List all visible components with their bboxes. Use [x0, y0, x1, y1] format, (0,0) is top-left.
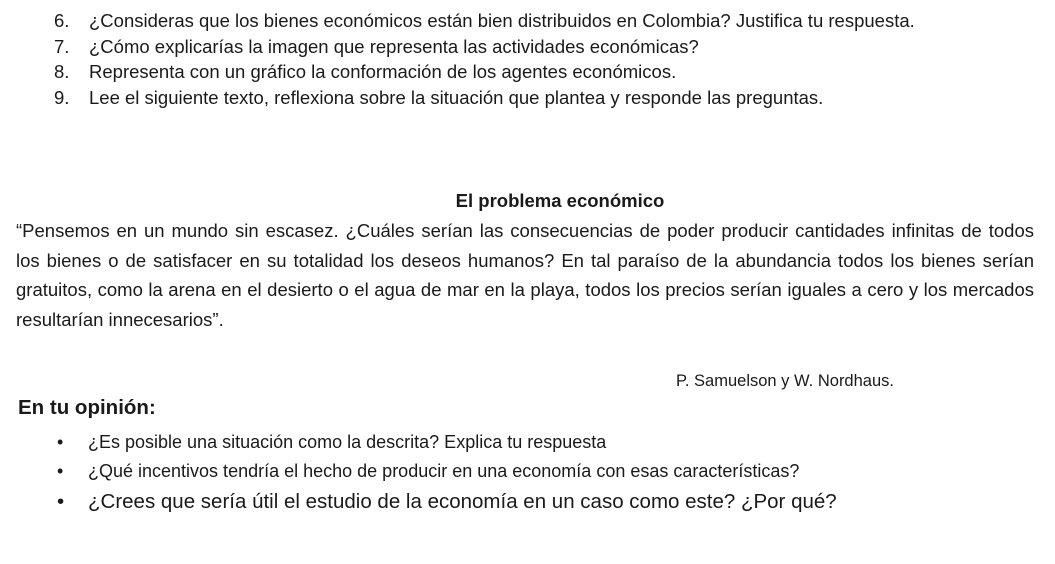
list-item-text: ¿Consideras que los bienes económicos están bien distribuidos en Colombia? Justifica tu respuesta.: [89, 10, 915, 31]
bullet-icon: •: [57, 461, 64, 481]
list-item-text: ¿Cómo explicarías la imagen que representa las actividades económicas?: [89, 35, 699, 57]
list-number: 6.: [54, 10, 70, 31]
list-item-text: Lee el siguiente texto, reflexiona sobre la situación que plantea y responde las preguntas.: [89, 86, 824, 108]
list-number: 8.: [54, 61, 70, 82]
essay-title: El problema económico: [455, 190, 665, 211]
list-number: 7.: [54, 35, 70, 57]
quote-attribution: P. Samuelson y W. Nordhaus.: [676, 372, 894, 390]
list-item: [0, 85, 1055, 111]
list-item-text: Representa con un gráfico la conformación de los agentes económicos.: [89, 61, 677, 82]
opinion-question-text: ¿Qué incentivos tendría el hecho de producir en una economía con esas características?: [88, 461, 800, 481]
bullet-icon: •: [57, 432, 64, 452]
essay-quote-paragraph: “Pensemos en un mundo sin escasez. ¿Cuáles serían las consecuencias de poder producir cantidades infinitas de todos los bienes o de satisfacer en su totalidad los deseos humanos? En tal paraíso de la abundancia todos los bienes serían gratuitos, como la arena en el desierto o el agua de mar en la playa, todos los precios serían iguales a cero y los mercados resultarían innecesarios”.: [16, 220, 1034, 330]
opinion-question-text: ¿Es posible una situación como la descrita? Explica tu respuesta: [88, 432, 607, 452]
list-item: [0, 8, 1055, 34]
numbered-question-list: [0, 8, 1055, 110]
opinion-question-text: ¿Crees que sería útil el estudio de la economía en un caso como este? ¿Por qué?: [88, 490, 837, 513]
list-item: [0, 34, 1055, 60]
opinion-question-list: [0, 428, 837, 518]
list-item: [0, 457, 837, 486]
list-item: [0, 59, 1055, 85]
bullet-icon: •: [57, 490, 65, 513]
list-item: [0, 428, 837, 457]
opinion-heading: En tu opinión:: [18, 396, 156, 419]
list-number: 9.: [54, 86, 70, 108]
list-item: [0, 486, 837, 518]
